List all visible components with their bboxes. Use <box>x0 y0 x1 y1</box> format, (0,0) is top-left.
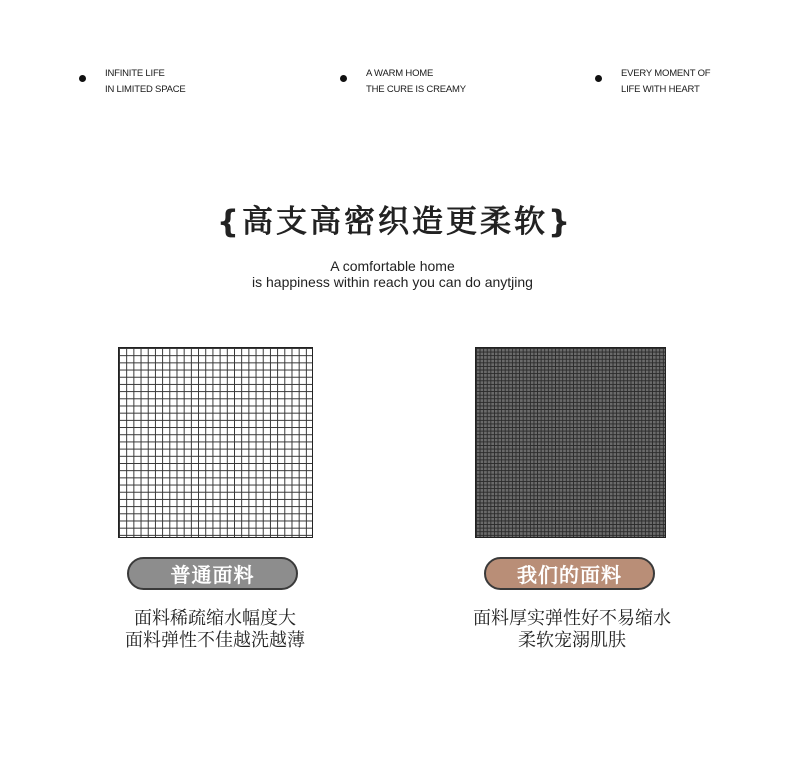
tagline-2-line-2: THE CURE IS CREAMY <box>366 84 466 95</box>
dense-fabric-grid-image <box>475 347 666 538</box>
tagline-2 <box>340 66 466 98</box>
tagline-2-line-1: A WARM HOME <box>366 68 434 79</box>
our-fabric-desc-line-1: 面料厚实弹性好不易缩水 <box>473 608 671 629</box>
tagline-1 <box>79 66 186 98</box>
tagline-1-line-2: IN LIMITED SPACE <box>105 84 186 95</box>
tagline-3 <box>595 66 710 98</box>
ordinary-fabric-desc-line-1: 面料稀疏缩水幅度大 <box>134 608 296 629</box>
ordinary-fabric-badge: 普通面料 <box>127 557 298 590</box>
ordinary-fabric-desc-line-2: 面料弹性不佳越洗越薄 <box>125 630 305 651</box>
bullet-dot <box>340 75 347 82</box>
tagline-3-line-1: EVERY MOMENT OF <box>621 68 711 79</box>
bullet-dot <box>595 75 602 82</box>
subtitle-line-2: is happiness within reach you can do anytjing <box>252 274 533 290</box>
subtitle <box>0 258 785 290</box>
page-title: {高支高密织造更柔软} <box>216 204 574 240</box>
tagline-3-line-2: LIFE WITH HEART <box>621 84 700 95</box>
bullet-dot <box>79 75 86 82</box>
our-fabric-desc-line-2: 柔软宠溺肌肤 <box>518 630 626 651</box>
subtitle-line-1: A comfortable home <box>330 258 455 274</box>
our-fabric-badge: 我们的面料 <box>484 557 655 590</box>
ordinary-fabric-description <box>65 608 365 652</box>
our-fabric-description <box>422 608 722 652</box>
tagline-1-line-1: INFINITE LIFE <box>105 68 165 79</box>
sparse-fabric-grid-image <box>118 347 313 538</box>
